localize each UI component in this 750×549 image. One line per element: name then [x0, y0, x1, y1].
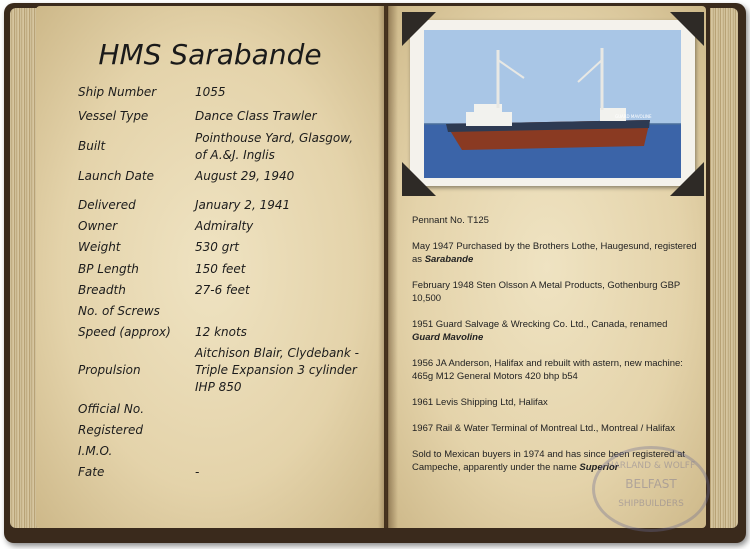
detail-label: Propulsion — [78, 363, 141, 377]
shipbuilder-stamp: HARLAND & WOLFF BELFAST SHIPBUILDERS — [592, 446, 710, 532]
detail-value: 1055 — [195, 85, 226, 99]
page-title: HMS Sarabande — [98, 38, 322, 71]
history-entry: 1961 Levis Shipping Ltd, Halifax — [412, 397, 548, 408]
detail-label: Registered — [78, 423, 143, 437]
photo-corner — [670, 12, 704, 46]
ship-name-text: GUARD MAVOLINE — [615, 114, 652, 119]
detail-value: Admiralty — [195, 219, 254, 233]
detail-label: No. of Screws — [78, 304, 160, 318]
history-entry: 1956 JA Anderson, Halifax and rebuilt with astern, new machine: 465g M12 General Motors 420 bhp b54 — [412, 358, 683, 382]
detail-value: Pointhouse Yard, Glasgow, of A.&J. Inglis — [195, 131, 354, 162]
history-entry: 1967 Rail & Water Terminal of Montreal Ltd., Montreal / Halifax — [412, 423, 675, 434]
detail-label: Fate — [78, 465, 105, 479]
detail-label: Owner — [78, 219, 118, 233]
detail-label: I.M.O. — [78, 444, 113, 458]
page-edges-right — [710, 8, 738, 528]
history-entry: February 1948 Sten Olsson A Metal Products, Gothenburg GBP 10,500 — [412, 280, 681, 304]
detail-label: Weight — [78, 240, 121, 254]
detail-value: August 29, 1940 — [195, 169, 295, 183]
ship-bridge — [466, 112, 512, 126]
book-spine — [378, 6, 398, 528]
history-entry: 1951 Guard Salvage & Wrecking Co. Ltd., Canada, renamed Guard Mavoline — [412, 319, 668, 343]
ship-photo — [410, 20, 695, 186]
detail-value: 530 grt — [195, 240, 239, 254]
detail-label: Breadth — [78, 283, 126, 297]
detail-label: Launch Date — [78, 169, 154, 183]
detail-label: Built — [78, 139, 106, 153]
history-entry: May 1947 Purchased by the Brothers Lothe, Haugesund, registered as Sarabande — [412, 241, 697, 265]
detail-label: Delivered — [78, 198, 136, 212]
detail-value: 150 feet — [195, 262, 246, 276]
detail-label: Official No. — [78, 402, 145, 416]
history-entry: Sold to Mexican buyers in 1974 and has since been registered at Campeche, apparently under the name Superior — [412, 449, 686, 473]
photo-corner — [402, 12, 436, 46]
photo-corner — [670, 162, 704, 196]
detail-value: Aitchison Blair, Clydebank - Triple Expansion 3 cylinder IHP 850 — [195, 346, 359, 394]
detail-value: - — [195, 465, 200, 479]
photo-corner — [402, 162, 436, 196]
detail-label: Ship Number — [78, 85, 157, 99]
detail-value: January 2, 1941 — [195, 198, 291, 212]
detail-value: 27-6 feet — [195, 283, 250, 297]
history-entry: Pennant No. T125 — [412, 215, 489, 226]
detail-value: 12 knots — [195, 325, 247, 339]
detail-label: Speed (approx) — [78, 325, 171, 339]
detail-label: BP Length — [78, 262, 139, 276]
detail-label: Vessel Type — [78, 109, 149, 123]
ship-photo-image — [410, 20, 695, 186]
detail-value: Dance Class Trawler — [195, 109, 317, 123]
